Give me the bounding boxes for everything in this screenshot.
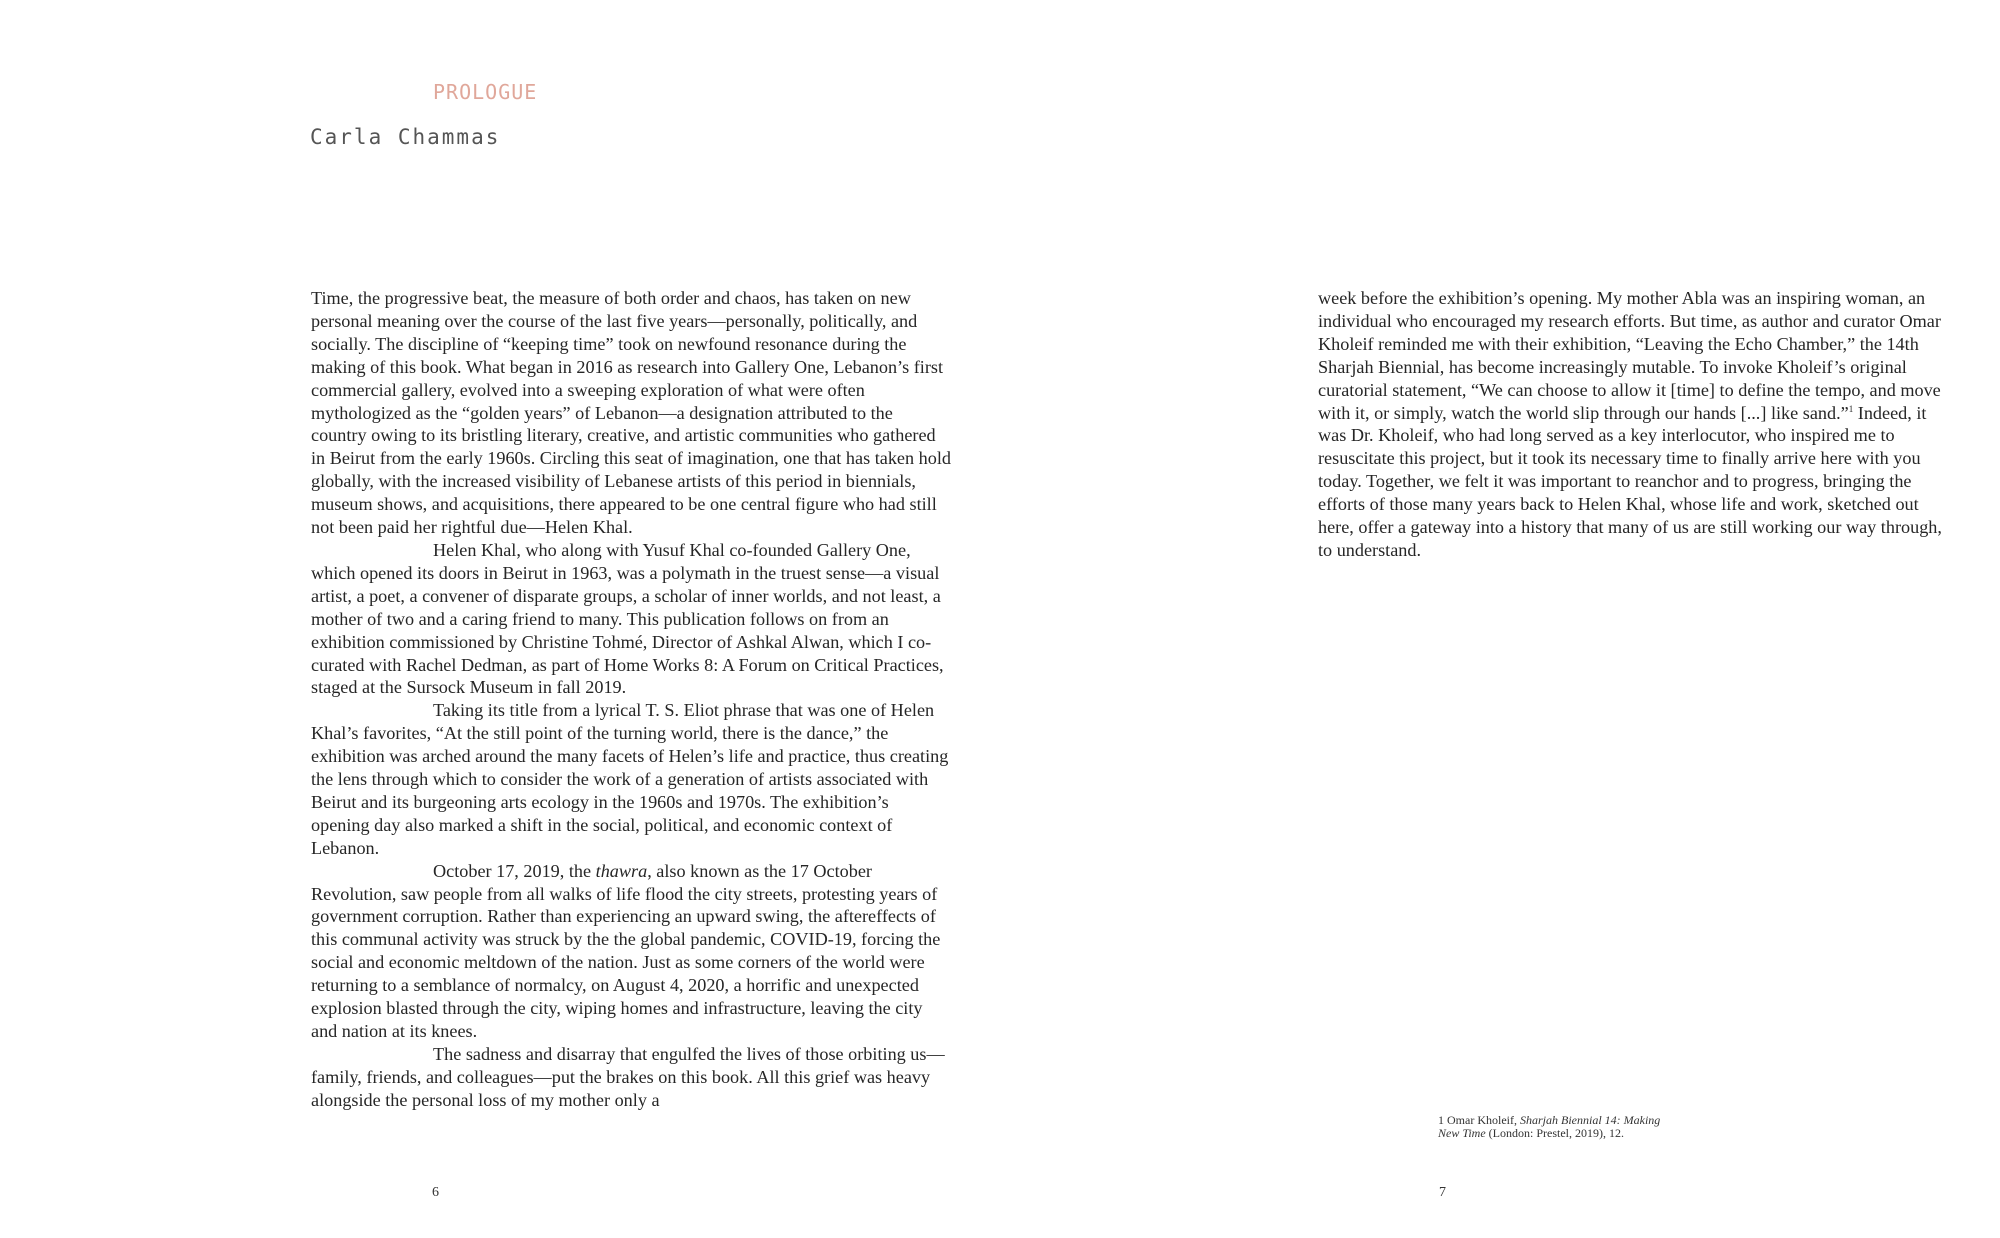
paragraph-6-start: week before the exhibition’s opening. My mother Abla was an inspiring woman, an individual who encouraged my research efforts. But time, as author and curator Omar Kholeif reminded me with their exhibition, “Leaving the Echo Chamber,” the 14th Sharjah Biennial, has become increasingly mutable. To invoke Kholeif’s original curatorial statement, “We can choose to allow it [time] to define the tempo, and move with it, or simply, watch the world slip through our hands [...] like sand.” xyxy=(1318,288,1941,423)
left-text-column xyxy=(311,287,951,1112)
footnote-title: Sharjah Biennial 14: Making New Time xyxy=(1438,1113,1661,1140)
page-number-right: 7 xyxy=(1439,1185,1446,1200)
paragraph-4 xyxy=(311,860,951,1043)
page-number-left: 6 xyxy=(432,1185,439,1200)
thawra-term: thawra xyxy=(595,860,648,881)
footnote xyxy=(1438,1114,1668,1140)
right-text-column xyxy=(1318,287,1958,562)
footnote-text-start: Omar Kholeif, xyxy=(1447,1113,1520,1127)
paragraph-1: Time, the progressive beat, the measure of both order and chaos, has taken on new personal meaning over the course of the last five years—personally, politically, and socially. The discipline of “keeping time” took on newfound resonance during the making of this book. What began in 2016 as research into Gallery One, Lebanon’s first commercial gallery, evolved into a sweeping exploration of what were often mythologized as the “golden years” of Lebanon—a designation attributed to the country owing to its bristling literary, creative, and artistic communities who gathered in Beirut from the early 1960s. Circling this seat of imagination, one that has taken hold globally, with the increased visibility of Lebanese artists of this period in biennials, museum shows, and acquisitions, there appeared to be one central figure who had still not been paid her rightful due—Helen Khal. xyxy=(311,288,951,538)
paragraph-2: Helen Khal, who along with Yusuf Khal co-founded Gallery One, which opened its doors in Beirut in 1963, was a polymath in the truest sense—a visual artist, a poet, a convener of disparate groups, a scholar of inner worlds, and not least, a mother of two and a caring friend to many. This publication follows on from an exhibition commissioned by Christine Tohmé, Director of Ashkal Alwan, which I co-curated with Rachel Dedman, as part of Home Works 8: A Forum on Critical Practices, staged at the Sursock Museum in fall 2019. xyxy=(311,539,944,698)
paragraph-4-end: , also known as the 17 October Revolution, saw people from all walks of life flood the city streets, protesting years of government corruption. Rather than experiencing an upward swing, the aftereffects of this communal activity was struck by the the global pandemic, COVID-19, forcing the social and economic meltdown of the nation. Just as some corners of the world were returning to a semblance of normalcy, on August 4, 2020, a horrific and unexpected explosion blasted through the city, wiping homes and infrastructure, leaving the city and nation at its knees. xyxy=(311,860,941,1041)
footnote-reference: 1 xyxy=(1848,403,1854,414)
paragraph-5: The sadness and disarray that engulfed the lives of those orbiting us—family, friends, and colleagues—put the brakes on this book. All this grief was heavy alongside the personal loss of my mother only a xyxy=(311,1043,945,1110)
paragraph-3: Taking its title from a lyrical T. S. Eliot phrase that was one of Helen Khal’s favorites, “At the still point of the turning world, there is the dance,” the exhibition was arched around the many facets of Helen’s life and practice, thus creating the lens through which to consider the work of a generation of artists associated with Beirut and its burgeoning arts ecology in the 1960s and 1970s. The exhibition’s opening day also marked a shift in the social, political, and economic context of Lebanon. xyxy=(311,700,949,858)
paragraph-6-end: Indeed, it was Dr. Kholeif, who had long served as a key interlocutor, who inspired me to resuscitate this project, but it took its necessary time to finally arrive here with you today. Together, we felt it was important to reanchor and to progress, bringing the efforts of those many years back to Helen Khal, whose life and work, sketched out here, offer a gateway into a history that many of us are still working our way through, to understand. xyxy=(1318,402,1942,560)
footnote-text-end: (London: Prestel, 2019), 12. xyxy=(1485,1126,1624,1140)
footnote-number: 1 xyxy=(1438,1113,1444,1127)
author-name: Carla Chammas xyxy=(310,125,501,149)
paragraph-6 xyxy=(1318,287,1958,562)
section-label: PROLOGUE xyxy=(433,80,538,104)
paragraph-4-start: October 17, 2019, the xyxy=(433,860,596,881)
